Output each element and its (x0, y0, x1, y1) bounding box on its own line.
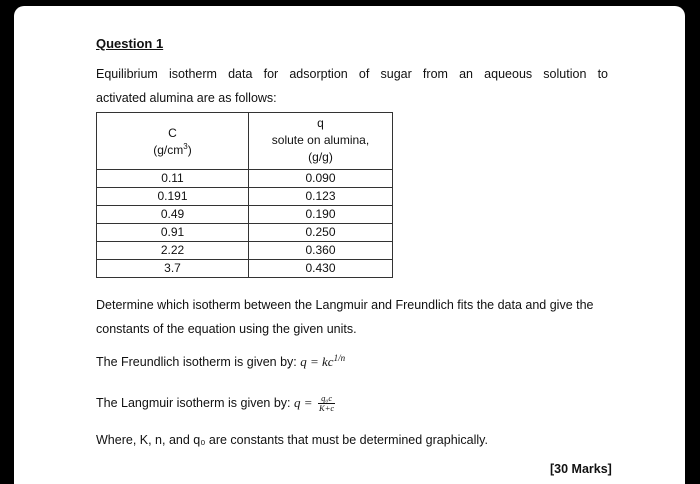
header-concentration (97, 113, 249, 170)
header-q-desc: solute on alumina, (271, 133, 370, 147)
cell-c: 3.7 (97, 260, 249, 278)
langmuir-line (96, 391, 616, 415)
cell-c: 0.91 (97, 224, 249, 242)
freundlich-equation (300, 354, 345, 369)
header-c-unit (153, 143, 191, 157)
langmuir-lhs: q = (294, 395, 313, 410)
marks-label: [30 Marks] (550, 462, 612, 476)
header-c-unit-sup: 3 (183, 142, 188, 151)
header-q-unit: (g/g) (308, 150, 333, 164)
table-row (97, 188, 393, 206)
cell-c: 2.22 (97, 242, 249, 260)
cell-c: 0.191 (97, 188, 249, 206)
cell-q: 0.360 (249, 242, 393, 260)
langmuir-denominator: K+c (319, 403, 335, 414)
langmuir-label: The Langmuir isotherm is given by: (96, 396, 291, 410)
cell-q: 0.123 (249, 188, 393, 206)
table-row (97, 260, 393, 278)
cell-q: 0.430 (249, 260, 393, 278)
freundlich-exponent: 1/n (333, 353, 346, 363)
freundlich-line (96, 350, 616, 375)
cell-q: 0.250 (249, 224, 393, 242)
header-c-unit-suffix: ) (187, 143, 192, 157)
table-row (97, 224, 393, 242)
freundlich-label: The Freundlich isotherm is given by: (96, 355, 297, 369)
table-row (97, 206, 393, 224)
intro-paragraph (96, 62, 608, 110)
cell-q: 0.090 (249, 170, 393, 188)
header-loading (249, 113, 393, 170)
document-page (14, 6, 685, 484)
header-q-symbol: q (317, 116, 324, 130)
table-header-row (97, 113, 393, 170)
intro-line-2: activated alumina are as follows: (96, 91, 277, 105)
header-c-unit-prefix: (g/cm (153, 143, 184, 157)
where-paragraph: Where, K, n, and q₀ are constants that must be determined graphically. (96, 433, 488, 447)
question-title: Question 1 (96, 36, 164, 51)
isotherm-data-table (96, 112, 393, 278)
cell-c: 0.11 (97, 170, 249, 188)
langmuir-fraction (318, 394, 335, 413)
cell-c: 0.49 (97, 206, 249, 224)
table-row (97, 242, 393, 260)
determine-paragraph: Determine which isotherm between the Langmuir and Freundlich fits the data and give the constants of the equation using the given units. (96, 298, 594, 336)
langmuir-numerator: q₀c (318, 394, 335, 404)
table-row (97, 170, 393, 188)
cell-q: 0.190 (249, 206, 393, 224)
header-c-symbol: C (168, 126, 177, 140)
intro-line-1: Equilibrium isotherm data for adsorption of sugar from an aqueous solution to (96, 67, 608, 81)
freundlich-equation-base: q = kc (300, 354, 334, 369)
